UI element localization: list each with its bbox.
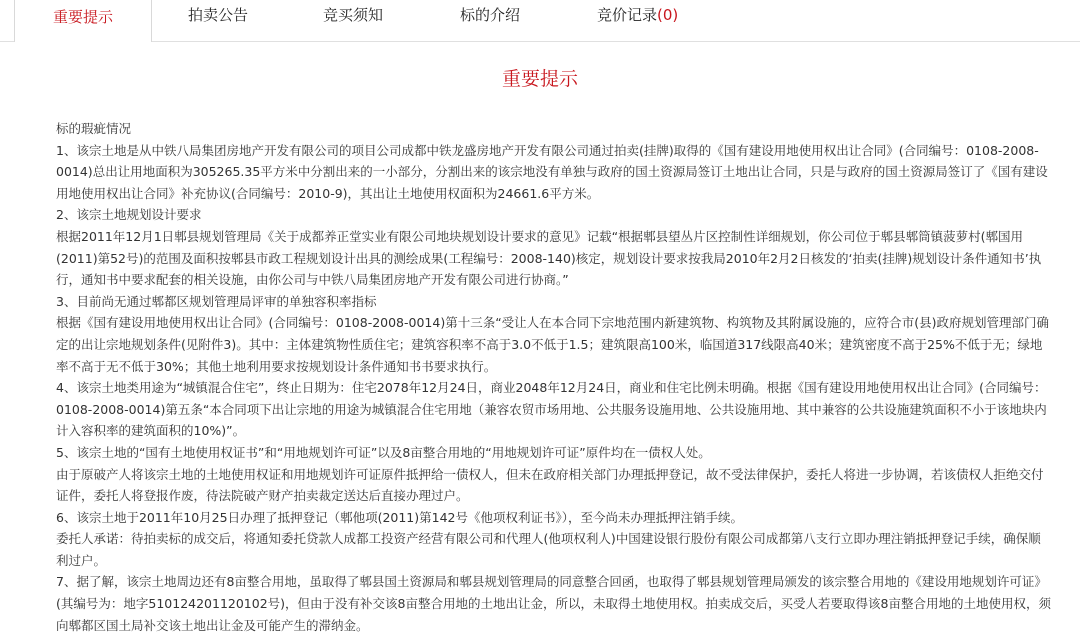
paragraph: 1、该宗土地是从中铁八局集团房地产开发有限公司的项目公司成都中铁龙盛房地产开发有限公司通过拍卖(挂牌)取得的《国有建设用地使用权出让合同》(合同编号：0108-2008-0014)总出让用地面积为305265.35平方米中分割出来的一小部分，分割出来的该宗地没有单独与政府的国土资源局签订土地出让合同，只是与政府的国土资源局签订了《国有建设用地使用权出让合同》补充协议(合同编号：2010-9)，其出让土地使用权面积为24661.6平方米。 xyxy=(56,142,1048,201)
paragraph: 根据2011年12月1日郫县规划管理局《关于成都养正堂实业有限公司地块规划设计要求的意见》记载“根据郫县望丛片区控制性详细规划，你公司位于郫县郫筒镇菠萝村(郫国用(2011)第52号)的范围及面积按郫县市政工程规划设计出具的测绘成果(工程编号：2008-140)核定，规划设计要求按我局2010年2月2日核发的‘拍卖(挂牌)规划设计条件通知书’执行，通知书中要求配套的相关设施，由你公司与中铁八局集团房地产开发有限公司进行协商。” xyxy=(56,228,1042,288)
tab-label: 竞买须知 xyxy=(323,6,384,24)
paragraph: 7、据了解，该宗土地周边还有8亩整合用地，虽取得了郫县国土资源局和郫县规划管理局的同意整合回函，也取得了郫县规划管理局颁发的该宗整合用地的《建设用地规划许可证》(其编号为：地字510124201120102号)，但由于没有补交该8亩整合用地的土地出让金，所以，未取得土地使用权。拍卖成交后，买受人若要取得该8亩整合用地的土地使用权，须向郫都区国土局补交该土地出让金及可能产生的滞纳金。 xyxy=(56,574,1051,633)
paragraph: 6、该宗土地于2011年10月25日办理了抵押登记（郫他项(2011)第142号《他项权利证书》），至今尚未办理抵押注销手续。 xyxy=(56,509,744,525)
paragraph: 4、该宗土地类用途为“城镇混合住宅”，终止日期为：住宅2078年12月24日，商业2048年12月24日，商业和住宅比例未明确。根据《国有建设用地使用权出让合同》(合同编号：0108-2008-0014)第五条“本合同项下出让宗地的用途为城镇混合住宅用地（兼容农贸市场用地、公共服务设施用地、公共设施用地、其中兼容的公共设施建筑面积不小于该地块内计入容积率的建筑面积的10%)”。 xyxy=(56,380,1047,439)
paragraph: 由于原破产人将该宗土地的土地使用权证和用地规划许可证原件抵押给一债权人，但未在政府相关部门办理抵押登记，故不受法律保护，委托人将进一步协调，若该债权人拒绝交付证件，委托人将登报作废，待法院破产财产拍卖裁定送达后直接办理过户。 xyxy=(56,466,1044,504)
tab-item-introduction[interactable] xyxy=(460,0,520,41)
paragraph: 标的瑕疵情况 xyxy=(56,121,132,136)
paragraph: 5、该宗土地的“国有土地使用权证书”和“用地规划许可证”以及8亩整合用地的“用地规划许可证”原件均在一债权人处。 xyxy=(56,444,711,460)
bid-count: (0) xyxy=(657,6,679,24)
tab-bar xyxy=(0,0,1080,42)
paragraph: 2、该宗土地规划设计要求 xyxy=(56,207,202,223)
tab-label: 标的介绍 xyxy=(460,6,521,24)
tab-bid-records[interactable] xyxy=(597,0,678,41)
paragraph: 3、目前尚无通过郫都区规划管理局评审的单独容积率指标 xyxy=(56,293,377,309)
paragraph: 根据《国有建设用地使用权出让合同》(合同编号：0108-2008-0014)第十三条“受让人在本合同下宗地范围内新建筑物、构筑物及其附属设施的，应符合市(县)政府规划管理部门确定的出让宗地规划条件(见附件3)。其中：主体建筑物性质住宅；建筑容积率不高于3.0不低于1.5；建筑限高100米，临国道317线限高40米；建筑密度不高于25%不低于无；绿地率不高于无不低于30%；其他土地利用要求按规划设计条件通知书书要求执行。 xyxy=(56,315,1049,374)
tab-important-notice[interactable] xyxy=(14,0,152,42)
tab-label: 拍卖公告 xyxy=(188,6,249,24)
tab-bidding-notice[interactable] xyxy=(323,0,383,41)
page-title: 重要提示 xyxy=(501,68,578,90)
tab-auction-announcement[interactable] xyxy=(188,0,248,41)
paragraph: 委托人承诺：待拍卖标的成交后，将通知委托贷款人成都工投资产经营有限公司和代理人(他项权利人)中国建设银行股份有限公司成都第八支行立即办理注销抵押登记手续，确保顺利过户。 xyxy=(56,531,1041,568)
notice-content xyxy=(56,118,1052,636)
tab-label: 重要提示 xyxy=(52,8,113,26)
tab-label: 竞价记录 xyxy=(597,6,658,24)
